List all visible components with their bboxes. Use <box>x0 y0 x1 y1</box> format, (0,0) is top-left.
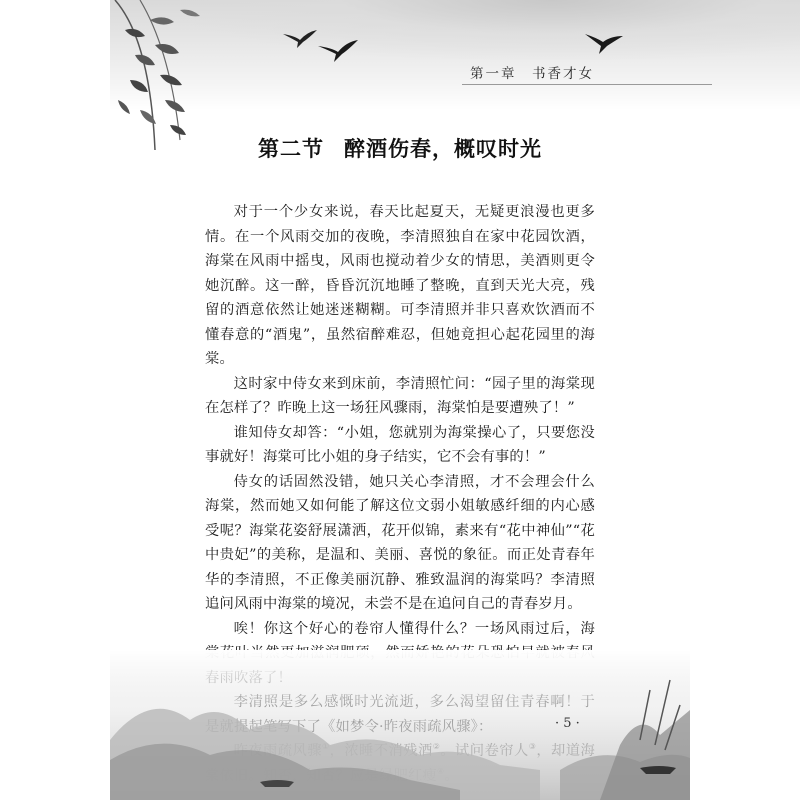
section-title: 醉酒伤春，概叹时光 <box>344 137 542 161</box>
swallow-icon <box>585 32 623 54</box>
paragraph: 唉！你这个好心的卷帘人懂得什么？一场风雨过后，海 <box>233 620 595 637</box>
paragraph: 侍女的话固然没错，她只关心李清照，才不会理会什么海棠，然而她又如何能了解这位文弱小姐敏感纤细的内心感受呢？海棠花姿舒展潇洒，花开似锦，素来有“花中神仙”“花中贵妃”的美称，是温和、美丽、喜悦的象征。而正处青春年华的李清照，不正像美丽沉静、雅致温润的海棠吗？李清照追问风雨中海棠的境况，未尝不是在追问自己的青春岁月。 <box>205 473 595 612</box>
paragraph: 谁知侍女却答：“小姐，您就别为海棠操心了，只要您没事就好！海棠可比小姐的身子结实，它不会有事的！” <box>205 424 595 465</box>
swallow-icon <box>283 30 317 48</box>
paragraph: 对于一个少女来说，春天比起夏天，无疑更浪漫也更多情。在一个风雨交加的夜晚，李清照独自在家中花园饮酒，海棠在风雨中摇曳，风雨也搅动着少女的情思，美酒则更令她沉醉。这一醉，昏昏沉沉地睡了整晚，直到天光大亮，残留的酒意依然让她迷迷糊糊。可李清照并非只喜欢饮酒而不懂春意的“酒鬼”，虽然宿醉难忍，但她竟担心起花园里的海棠。 <box>205 204 595 367</box>
page-number: · 5 · <box>555 716 580 731</box>
header-mist <box>180 0 800 60</box>
section-number: 第二节 <box>258 137 324 161</box>
section-heading <box>0 133 800 163</box>
swallow-icon <box>318 40 358 62</box>
landscape-ink-painting <box>0 650 800 800</box>
chapter-title: 第一章 书香才女 <box>470 66 594 82</box>
header-rule <box>462 84 712 85</box>
paragraph: 这时家中侍女来到床前，李清照忙问：“园子里的海棠现在怎样了？昨晚上这一场狂风骤雨，海棠怕是要遭殃了！” <box>205 375 595 416</box>
willow-branch-illustration <box>110 0 220 150</box>
